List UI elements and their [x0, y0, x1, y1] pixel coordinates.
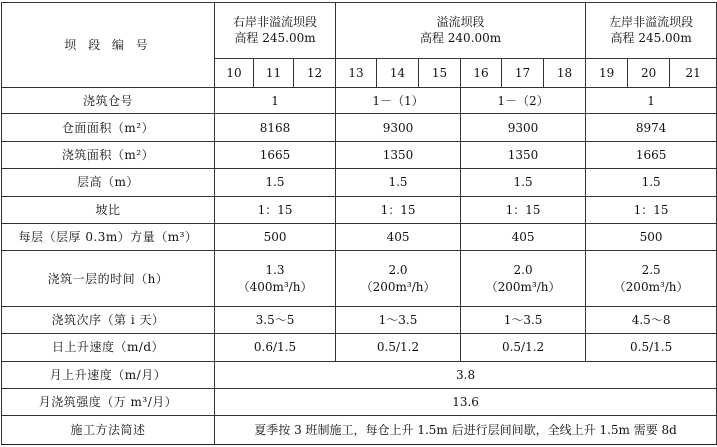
- cell-value: [461, 251, 586, 307]
- row-label: 浇筑仓号: [2, 88, 215, 114]
- block-number: 10: [215, 58, 254, 87]
- table-row: [2, 169, 717, 196]
- block-number: 17: [502, 58, 544, 87]
- block-number: 11: [254, 58, 294, 87]
- row-label: 浇筑一层的时间（h）: [2, 251, 215, 307]
- pour-rate: （200m³/h）: [360, 279, 436, 294]
- cell-value: 1665: [586, 141, 717, 168]
- block-number: 15: [419, 58, 461, 87]
- table-row: [2, 361, 717, 388]
- cell-value: 1665: [215, 141, 336, 168]
- cell-value: 1：15: [336, 196, 461, 223]
- cell-value: 1－（1）: [336, 88, 461, 114]
- table-row: [2, 141, 717, 168]
- group-header-left-bank: [586, 3, 717, 59]
- row-label: 每层（层厚 0.3m）方量（m³）: [2, 223, 215, 250]
- block-number: 21: [670, 58, 717, 87]
- group-header-spillway: [336, 3, 586, 59]
- dam-pour-table: [1, 2, 717, 445]
- cell-value: 3.5～5: [215, 307, 336, 334]
- row-label: 月浇筑强度（万 m³/月）: [2, 389, 215, 416]
- pour-time: 2.0: [513, 263, 533, 278]
- block-number: 18: [544, 58, 586, 87]
- block-number: 14: [377, 58, 419, 87]
- block-number-header: 坝 段 编 号: [2, 3, 215, 88]
- table-row: [2, 196, 717, 223]
- cell-value: 1：15: [586, 196, 717, 223]
- row-label: 浇筑面积（m²）: [2, 141, 215, 168]
- table-row: [2, 334, 717, 361]
- row-label: 浇筑次序（第 i 天）: [2, 307, 215, 334]
- block-number: 12: [294, 58, 336, 87]
- group-name: 右岸非溢流坝段: [233, 15, 318, 30]
- cell-value: 0.5/1.5: [586, 334, 717, 361]
- cell-value: [336, 251, 461, 307]
- pour-time: 2.0: [388, 263, 408, 278]
- cell-value: [215, 251, 336, 307]
- row-label: 坡比: [2, 196, 215, 223]
- table-row: [2, 307, 717, 334]
- pour-time: 2.5: [641, 263, 661, 278]
- cell-value: 8974: [586, 114, 717, 141]
- block-number: 19: [586, 58, 628, 87]
- table-row: [2, 251, 717, 307]
- cell-value: 1.5: [215, 169, 336, 196]
- pour-time: 1.3: [265, 263, 285, 278]
- group-elevation: 高程 245.00m: [610, 31, 692, 46]
- block-number: 16: [461, 58, 502, 87]
- cell-value: 1.5: [586, 169, 717, 196]
- cell-value: 0.5/1.2: [461, 334, 586, 361]
- cell-value: 1：15: [215, 196, 336, 223]
- cell-value: 3.8: [215, 361, 717, 388]
- cell-value: 1.5: [461, 169, 586, 196]
- cell-value: 1：15: [461, 196, 586, 223]
- cell-value: 0.5/1.2: [336, 334, 461, 361]
- row-label: 层高（m）: [2, 169, 215, 196]
- cell-value: 夏季按 3 班制施工，每仓上升 1.5m 后进行层间间歇，全线上升 1.5m 需要 8d: [215, 416, 717, 445]
- cell-value: 0.6/1.5: [215, 334, 336, 361]
- cell-value: 9300: [461, 114, 586, 141]
- cell-value: 1350: [336, 141, 461, 168]
- pour-rate: （400m³/h）: [237, 279, 313, 294]
- block-number: 20: [628, 58, 670, 87]
- cell-value: 4.5～8: [586, 307, 717, 334]
- cell-value: [586, 251, 717, 307]
- cell-value: 405: [336, 223, 461, 250]
- pour-rate: （200m³/h）: [613, 279, 689, 294]
- cell-value: 500: [586, 223, 717, 250]
- row-label: 月上升速度（m/月）: [2, 361, 215, 388]
- row-label: 仓面面积（m²）: [2, 114, 215, 141]
- cell-value: 8168: [215, 114, 336, 141]
- cell-value: 500: [215, 223, 336, 250]
- table-row: [2, 88, 717, 114]
- table-row: [2, 389, 717, 416]
- group-header-right-bank: [215, 3, 336, 59]
- cell-value: 1～3.5: [336, 307, 461, 334]
- group-name: 左岸非溢流坝段: [609, 15, 694, 30]
- group-elevation: 高程 245.00m: [234, 31, 316, 46]
- cell-value: 9300: [336, 114, 461, 141]
- cell-value: 13.6: [215, 389, 717, 416]
- table-row: [2, 223, 717, 250]
- pour-rate: （200m³/h）: [485, 279, 561, 294]
- group-name: 溢流坝段: [436, 15, 485, 30]
- cell-value: 1－（2）: [461, 88, 586, 114]
- row-label: 施工方法简述: [2, 416, 215, 445]
- table-row: [2, 416, 717, 445]
- row-label: 日上升速度（m/d）: [2, 334, 215, 361]
- cell-value: 1: [215, 88, 336, 114]
- table-row: [2, 114, 717, 141]
- cell-value: 405: [461, 223, 586, 250]
- block-number: 13: [336, 58, 377, 87]
- cell-value: 1350: [461, 141, 586, 168]
- group-elevation: 高程 240.00m: [419, 31, 502, 46]
- cell-value: 1～3.5: [461, 307, 586, 334]
- cell-value: 1: [586, 88, 717, 114]
- cell-value: 1.5: [336, 169, 461, 196]
